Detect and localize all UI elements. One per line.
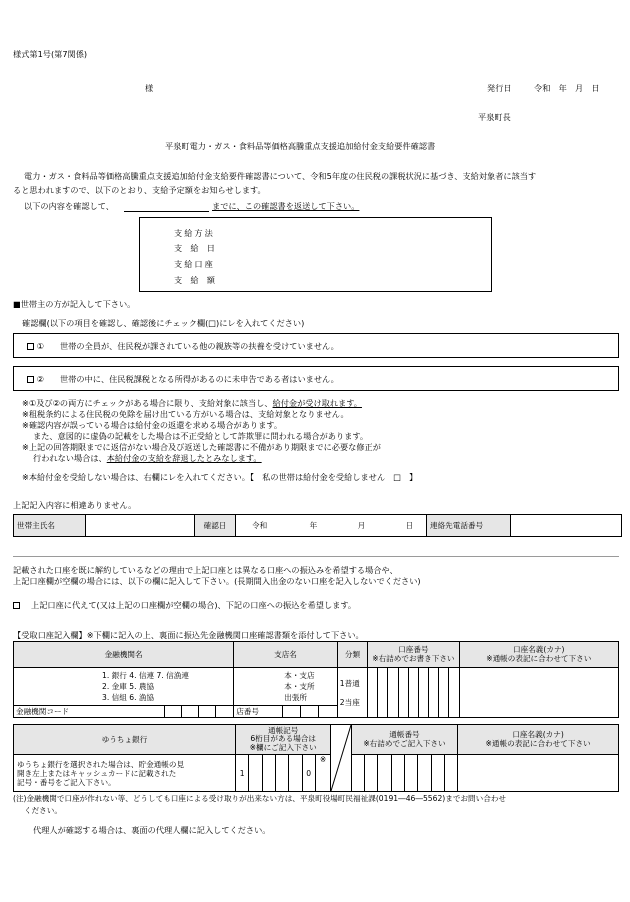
yucho-separator bbox=[331, 725, 351, 792]
account-digit-6[interactable] bbox=[418, 668, 428, 718]
branch-name-header: 支店名 bbox=[234, 642, 338, 668]
account-change-line-2: 上記口座欄が空欄の場合には、以下の欄に記入して下さい。(長期間入出金のない口座を記入しないでください) bbox=[13, 576, 421, 586]
account-type-header: 分類 bbox=[337, 642, 367, 668]
account-digit-9[interactable] bbox=[449, 668, 459, 718]
decline-text[interactable]: ※本給付金を受給しない場合は、右欄にレを入れてください。【 私の世帯は給付金を受給しません □ 】 bbox=[22, 472, 418, 482]
receiving-header: 【受取口座記入欄】※下欄に記入の上、裏面に振込先金融機関口座確認書類を添付して下さい。 bbox=[13, 630, 364, 640]
check-1-number: ① bbox=[36, 341, 44, 351]
yucho-number-digit-1[interactable] bbox=[351, 755, 364, 792]
footnote-line-1: (注)金融機関で口座が作れない等、どうしても口座による受け取りが出来ない方は、平泉町役場町民福祉課(0191―46―5562)までお問い合わせ bbox=[13, 794, 507, 803]
yucho-holder-header: 口座名義(カナ) ※通帳の表記に合わせて下さい bbox=[458, 725, 619, 755]
account-number-header: 口座番号 ※右詰めでお書き下さい bbox=[368, 642, 459, 668]
account-digit-4[interactable] bbox=[398, 668, 408, 718]
yucho-number-digit-6[interactable] bbox=[418, 755, 431, 792]
bank-code-digit-3[interactable] bbox=[199, 706, 216, 717]
branch-code-digit-1[interactable] bbox=[283, 706, 301, 717]
check-row-2 bbox=[13, 366, 619, 391]
yucho-description: ゆうちょ銀行を選択された場合は、貯金通帳の見 開き左上またはキャッシュカードに記載された 記号・番号をご記入下さい。 bbox=[14, 755, 236, 792]
note-5: ※上記の回答期限までに返信がない場合及び返送した確認書に不備があり期限までに必要な修正が bbox=[22, 442, 381, 452]
yucho-symbol-extra[interactable]: ※ bbox=[315, 755, 330, 792]
intro-line-2: ると思われますので、以下のとおり、支給予定額をお知らせします。 bbox=[13, 185, 266, 195]
return-line-suffix: までに、この確認書を返送して下さい。 bbox=[212, 201, 360, 211]
note-1: ※①及び②の両方にチェックがある場合に限り、支給対象に該当し、給付金が受け取れます。 bbox=[22, 398, 362, 408]
account-change-line-1: 記載された口座を既に解約しているなどの理由で上記口座とは異なる口座への振込みを希望する場合や、 bbox=[13, 565, 398, 575]
account-digit-5[interactable] bbox=[408, 668, 418, 718]
check-row-1 bbox=[13, 333, 619, 358]
note-6: 行われない場合は、本給付金の支給を辞退したとみなします。 bbox=[33, 453, 262, 463]
account-digit-2[interactable] bbox=[378, 668, 388, 718]
yucho-number-digit-2[interactable] bbox=[365, 755, 378, 792]
confirm-statement: 上記記入内容に相違ありません。 bbox=[13, 500, 137, 510]
bank-code-digit-2[interactable] bbox=[182, 706, 199, 717]
bank-code-digit-4[interactable] bbox=[216, 706, 233, 717]
payment-account-label: 支給口座 bbox=[174, 259, 215, 269]
return-line-prefix: 以下の内容を確認して、 bbox=[24, 201, 114, 211]
branch-code-row: 店番号 bbox=[234, 706, 338, 718]
yucho-number-digit-5[interactable] bbox=[404, 755, 417, 792]
phone-label: 連絡先電話番号 bbox=[427, 515, 511, 537]
yucho-symbol-header: 通帳記号 6桁目がある場合は ※欄にご記入下さい bbox=[236, 725, 331, 755]
footnote-line-2: ください。 bbox=[24, 806, 62, 815]
issuer: 平泉町長 bbox=[478, 112, 511, 122]
form-number: 様式第1号(第7関係) bbox=[13, 49, 88, 59]
yucho-table bbox=[13, 724, 619, 792]
householder-notice: ■世帯主の方が記入して下さい。 bbox=[13, 299, 136, 309]
phone-field[interactable] bbox=[511, 515, 622, 537]
yucho-number-digit-4[interactable] bbox=[391, 755, 404, 792]
account-type-options[interactable]: 1普通 2当座 bbox=[337, 668, 367, 718]
bank-account-table bbox=[13, 641, 619, 718]
branch-code-digit-3[interactable] bbox=[319, 706, 337, 717]
confirm-date-field[interactable]: 令和 年 月 日 bbox=[236, 515, 427, 537]
payment-date-label: 支 給 日 bbox=[174, 243, 215, 253]
account-digit-8[interactable] bbox=[439, 668, 449, 718]
payment-amount-label: 支 給 額 bbox=[174, 275, 215, 285]
yucho-number-digit-3[interactable] bbox=[378, 755, 391, 792]
check-2-text: 世帯の中に、住民税課税となる所得があるのに未申告である者はいません。 bbox=[60, 374, 339, 384]
account-holder-header: 口座名義(カナ) ※通帳の表記に合わせて下さい bbox=[459, 642, 618, 668]
branch-code-digit-2[interactable] bbox=[301, 706, 319, 717]
yucho-symbol-digit-1: 1 bbox=[236, 755, 249, 792]
yucho-number-digit-8[interactable] bbox=[444, 755, 457, 792]
intro-line-1: 電力・ガス・食料品等価格高騰重点支援追加給付金支給要件確認書について、令和5年度の住民税の課税状況に基づき、支給対象者に該当す bbox=[24, 171, 537, 181]
bank-code-digit-1[interactable] bbox=[165, 706, 182, 717]
section-divider bbox=[13, 556, 619, 557]
account-change-check-text: 上記口座に代えて(又は上記の口座欄が空欄の場合)、下記の口座への振込を希望します。 bbox=[31, 600, 357, 610]
yucho-holder-field[interactable] bbox=[458, 755, 619, 792]
bank-code-row: 金融機関コード bbox=[14, 706, 234, 718]
note-2: ※租税条約による住民税の免除を届け出ている方がいる場合は、支給対象となりません。 bbox=[22, 409, 349, 419]
yucho-symbol-digit-5[interactable] bbox=[289, 755, 302, 792]
householder-name-label: 世帯主氏名 bbox=[14, 515, 86, 537]
account-digit-7[interactable] bbox=[429, 668, 439, 718]
yucho-number-header: 通帳番号 ※右詰めでご記入下さい bbox=[351, 725, 457, 755]
yucho-bank-name: ゆうちょ銀行 bbox=[14, 725, 236, 755]
account-digit-1[interactable] bbox=[368, 668, 378, 718]
check-1-checkbox[interactable] bbox=[27, 343, 34, 350]
bank-name-header: 金融機関名 bbox=[14, 642, 234, 668]
yucho-number-digit-7[interactable] bbox=[431, 755, 444, 792]
return-deadline-underline bbox=[124, 211, 209, 212]
check-2-checkbox[interactable] bbox=[27, 376, 34, 383]
addressee-suffix: 様 bbox=[145, 83, 154, 93]
yucho-symbol-digit-2[interactable] bbox=[249, 755, 262, 792]
account-change-checkbox[interactable] bbox=[13, 602, 20, 609]
yucho-symbol-digit-6: 0 bbox=[302, 755, 315, 792]
document-title: 平泉町電力・ガス・食料品等価格高騰重点支援追加給付金支給要件確認書 bbox=[165, 141, 436, 151]
confirm-date-label: 確認日 bbox=[195, 515, 236, 537]
bank-type-options[interactable]: 1. 銀行 4. 信連 7. 信漁連 2. 金庫 5. 農協 3. 信組 6. 漁協 bbox=[14, 668, 234, 706]
yucho-symbol-digit-3[interactable] bbox=[262, 755, 275, 792]
confirm-header: 確認欄(以下の項目を確認し、確認後にチェック欄(□)にレを入れてください) bbox=[22, 318, 305, 328]
signature-table bbox=[13, 514, 622, 537]
note-4: また、意図的に虚偽の記載をした場合は不正受給として詐欺罪に問われる場合があります。 bbox=[33, 431, 369, 441]
check-2-number: ② bbox=[36, 374, 44, 384]
branch-type-options[interactable]: 本・支店 本・支所 出張所 bbox=[234, 668, 338, 706]
diagonal-line-icon bbox=[331, 725, 351, 791]
proxy-note: 代理人が確認する場合は、裏面の代理人欄に記入してください。 bbox=[33, 825, 271, 835]
issue-date-label: 発行日 bbox=[487, 83, 512, 93]
note-3: ※確認内容が誤っている場合は給付金の返還を求める場合があります。 bbox=[22, 420, 283, 430]
account-holder-field[interactable] bbox=[459, 668, 618, 718]
check-1-text: 世帯の全員が、住民税が課されている他の親族等の扶養を受けていません。 bbox=[60, 341, 339, 351]
issue-date-value: 令和 年 月 日 bbox=[534, 83, 600, 93]
payment-method-label: 支給方法 bbox=[174, 228, 215, 238]
yucho-symbol-digit-4[interactable] bbox=[275, 755, 288, 792]
householder-name-field[interactable] bbox=[86, 515, 195, 537]
account-digit-3[interactable] bbox=[388, 668, 398, 718]
